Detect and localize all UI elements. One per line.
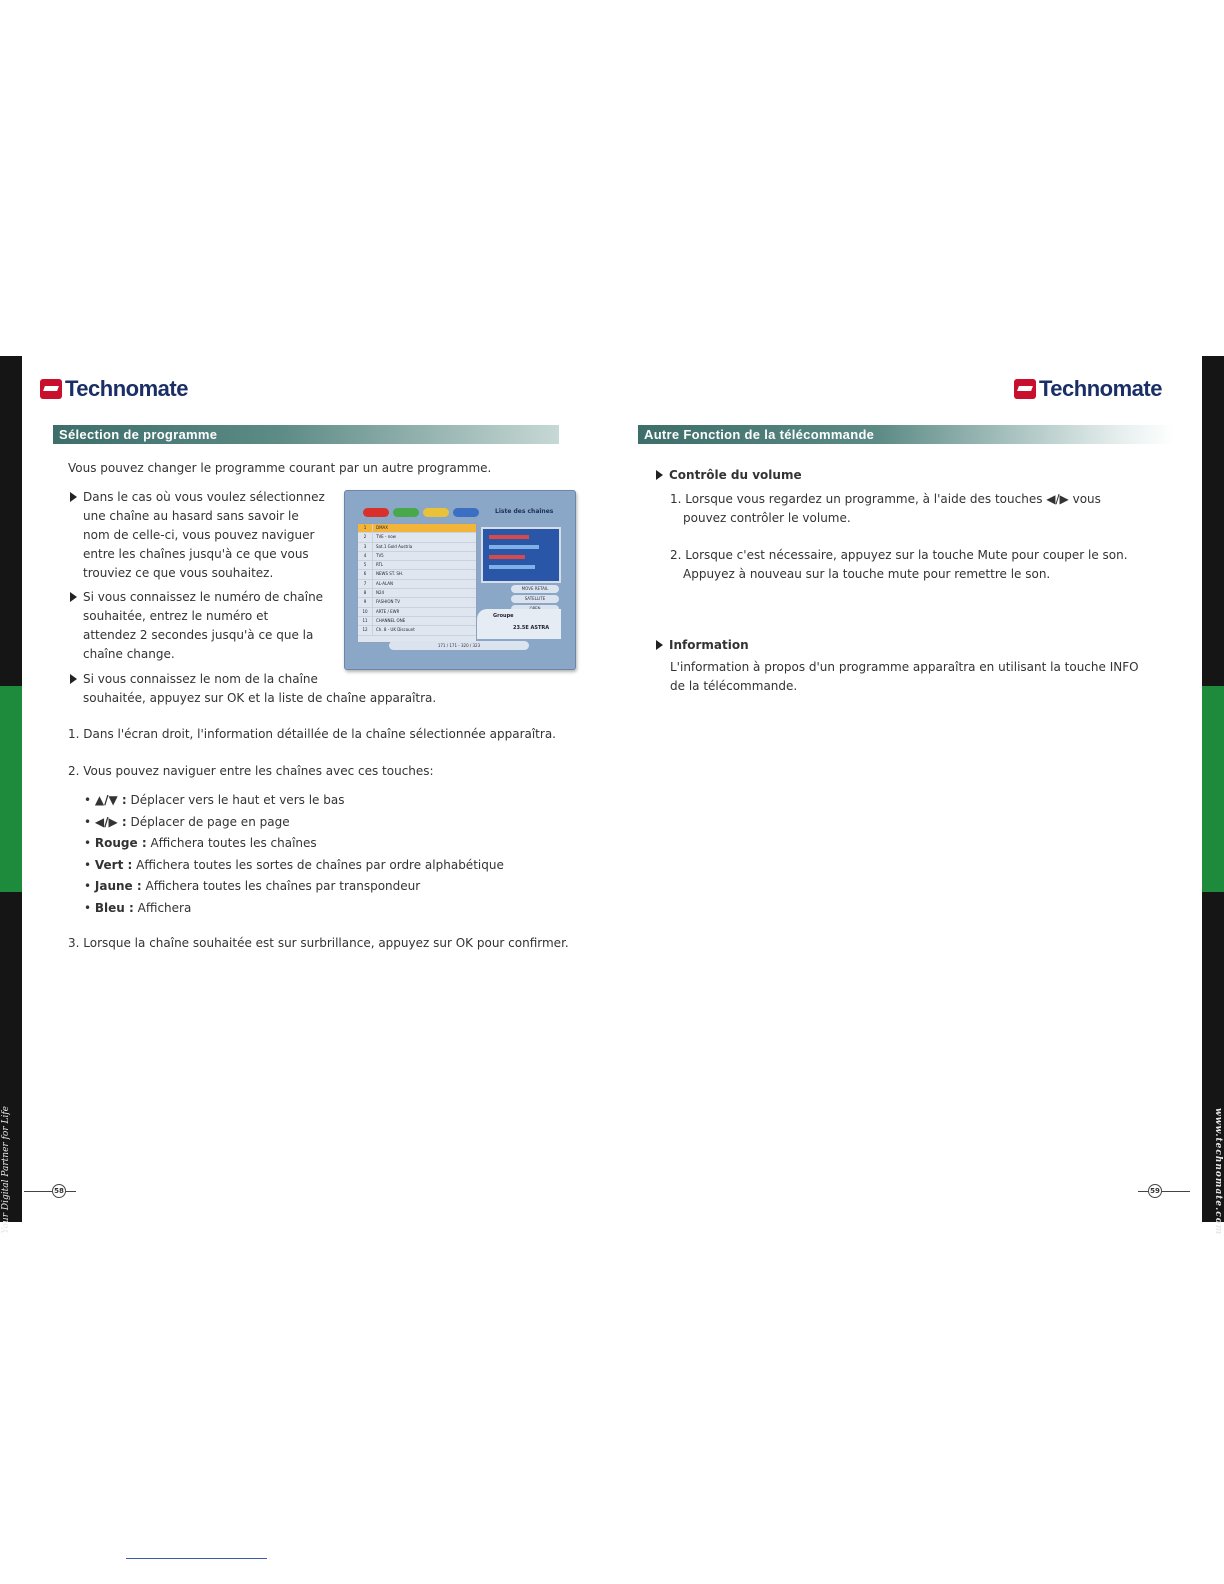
bullet-line: Si vous connaissez le numéro de chaîne [83,590,324,604]
bullet-line: Si vous connaissez le nom de la chaîne [83,672,318,686]
right-section-title: Autre Fonction de la télécommande [638,425,1174,444]
left-green-band [0,686,22,892]
screenshot-toolbar [355,508,567,518]
list-item: 4 TV5 [358,552,476,561]
left-page-number [24,1184,76,1198]
key-item-blue: • Bleu : Affichera [84,900,192,915]
arrow-bullet-icon [70,592,77,602]
bullet-line: nom de celle-ci, vous pouvez naviguer [83,528,315,542]
screenshot-preview-window [481,527,561,583]
key-item-yellow: • Jaune : Affichera toutes les chaînes par transpondeur [84,879,421,894]
step-3: 3. Lorsque la chaîne souhaitée est sur surbrillance, appuyez sur OK pour confirmer. [68,936,569,950]
right-green-band [1202,686,1224,892]
bullet-channel-name [70,670,570,708]
list-item: 2 TVE - now [358,533,476,542]
left-logo-text: Technomate [65,376,188,401]
page-number-59: 59 [1148,1184,1162,1198]
right-logo [1014,376,1162,402]
list-item: 7 AL-ALAN [358,580,476,589]
left-logo [40,376,188,402]
information-heading: Information [656,636,749,655]
right-page-number [1138,1184,1190,1198]
group-label: Groupe [493,613,514,619]
bullet-line: Dans le cas où vous voulez sélectionnez [83,490,325,504]
screenshot-channel-list [357,523,477,643]
channel-list-screenshot [344,490,576,670]
bullet-random-channel [70,488,338,583]
list-item: 11 CHANNEL ONE [358,617,476,626]
screenshot-tag: SATELLITE [511,595,559,603]
left-intro: Vous pouvez changer le programme courant par un autre programme. [68,461,492,475]
bullet-line: trouviez ce que vous souhaitez. [83,566,274,580]
list-item: 12 Ch. 8 - UK Discount [358,626,476,635]
arrow-bullet-icon [70,492,77,502]
green-key-icon [393,508,419,517]
list-item: 5 RTL [358,561,476,570]
left-section-title: Sélection de programme [53,425,559,444]
group-value: 23.5E ASTRA [513,625,550,631]
bullet-line: attendez 2 secondes jusqu'à ce que la [83,628,314,642]
bullet-line: chaîne change. [83,647,175,661]
red-key-icon [363,508,389,517]
bullet-line: souhaitée, entrez le numéro et [83,609,269,623]
arrow-bullet-icon [656,470,663,480]
bullet-line: souhaitée, appuyez sur OK et la liste de chaîne apparaîtra. [83,691,437,705]
list-item: 3 Sat.1 Gold Austria [358,543,476,552]
volume-paragraph-2: 2. Lorsque c'est nécessaire, appuyez sur la touche Mute pour couper le son. Appuyez à nouveau sur la touche mute pour remettre le son. [670,548,1128,581]
key-item-updown: • ▲/▼ : Déplacer vers le haut et vers le bas [84,793,345,807]
key-item-red: • Rouge : Affichera toutes les chaînes [84,836,317,851]
yellow-key-icon [423,508,449,517]
bullet-line: entre les chaînes jusqu'à ce que vous [83,547,309,561]
list-item: 6 NEWS ST. SH. [358,570,476,579]
manual-spread [0,356,1224,1236]
list-item: 10 ARTE / EWR [358,608,476,617]
arrow-bullet-icon [70,674,77,684]
screenshot-group-box [477,609,561,639]
step-2: 2. Vous pouvez naviguer entre les chaînes avec ces touches: [68,764,434,778]
key-item-green: • Vert : Affichera toutes les sortes de chaînes par ordre alphabétique [84,857,504,872]
list-item: 9 FASHION TV [358,598,476,607]
bullet-line: une chaîne au hasard sans savoir le [83,509,299,523]
list-item: 1 DMAX [358,524,476,533]
left-side-strip [0,356,22,1234]
blue-key-icon [453,508,479,517]
bullet-channel-number [70,588,338,664]
information-paragraph: L'information à propos d'un programme apparaîtra en utilisant la touche INFO de la télécommande. [670,660,1139,693]
volume-paragraph-1: 1. Lorsque vous regardez un programme, à l'aide des touches ◀/▶ vous pouvez contrôler le volume. [670,492,1101,525]
list-item: 8 N24 [358,589,476,598]
screenshot-footer: 171 / 171 - 320 / 323 [389,641,529,650]
right-side-strip [1202,356,1224,1236]
key-list [84,790,504,920]
step-1: 1. Dans l'écran droit, l'information détaillée de la chaîne sélectionnée apparaîtra. [68,727,556,741]
technomate-logo-icon [40,379,62,399]
right-side-text: www.technomate.com [1213,1108,1223,1236]
arrow-bullet-icon [656,640,663,650]
screenshot-tag: MOVE RETAIL [511,585,559,593]
volume-heading: Contrôle du volume [656,466,802,485]
key-item-leftright: • ◀/▶ : Déplacer de page en page [84,814,290,829]
right-logo-text: Technomate [1039,376,1162,401]
bottom-link-line [126,1558,267,1559]
screenshot-title: Liste des chaînes [495,508,554,515]
page-number-58: 58 [52,1184,66,1198]
left-side-text: Your Digital Partner for Life [1,1106,11,1234]
technomate-logo-icon [1014,379,1036,399]
